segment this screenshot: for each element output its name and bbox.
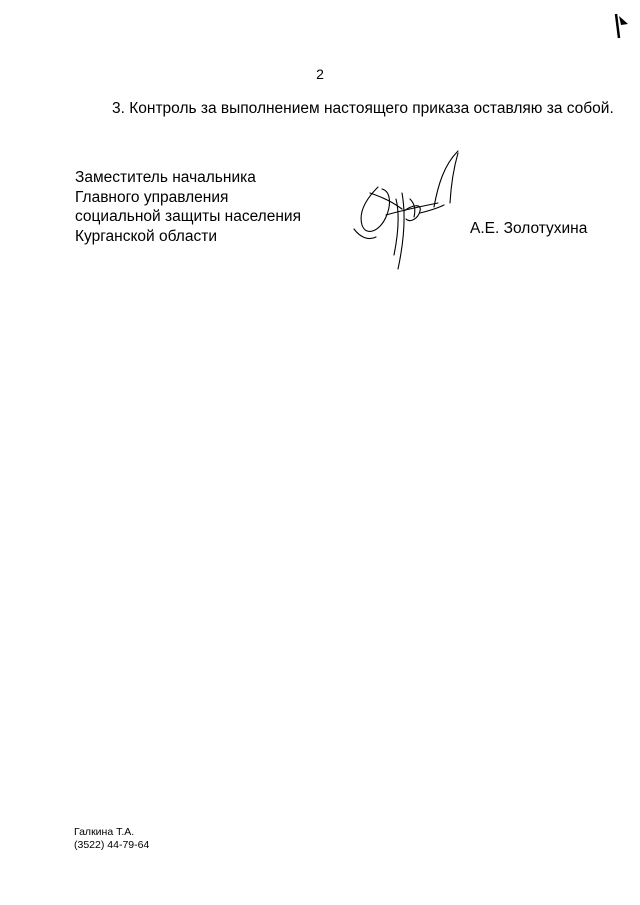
signature-icon bbox=[340, 145, 470, 275]
scan-corner-mark-icon bbox=[612, 10, 640, 40]
executor-name: Галкина Т.А. bbox=[74, 826, 135, 838]
executor-footer bbox=[74, 826, 149, 852]
executor-phone: (3522) 44-79-64 bbox=[74, 839, 150, 851]
signer-position-line: Главного управления bbox=[75, 188, 229, 206]
signer-position-line: социальной защиты населения bbox=[75, 208, 301, 225]
paragraph-control: 3. Контроль за выполнением настоящего приказа оставляю за собой. bbox=[112, 100, 614, 117]
signer-position bbox=[75, 168, 301, 246]
signer-position-line: Заместитель начальника bbox=[75, 169, 256, 186]
page-number: 2 bbox=[316, 66, 324, 82]
signer-name: А.Е. Золотухина bbox=[470, 220, 588, 237]
signer-position-line: Курганской области bbox=[75, 227, 217, 245]
